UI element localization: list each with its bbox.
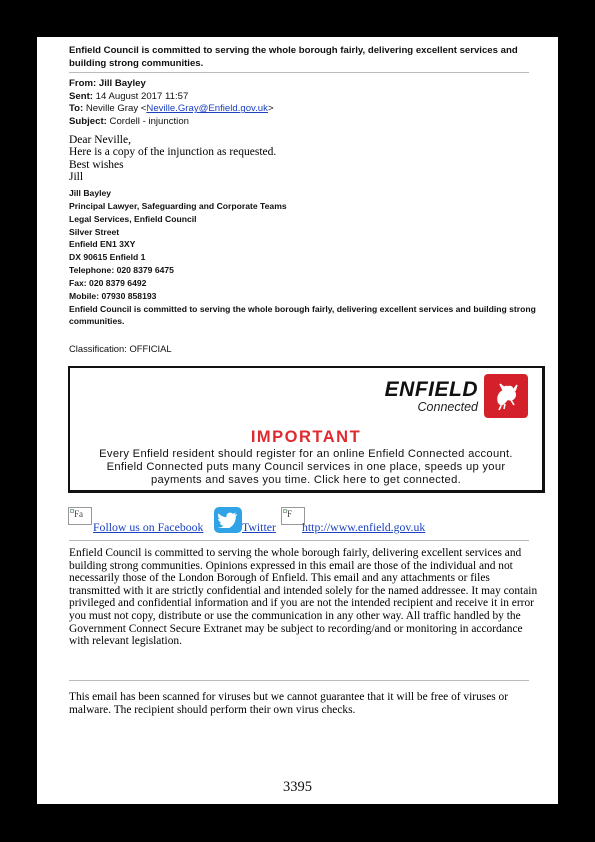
virus-notice: This email has been scanned for viruses but we cannot guarantee that it will be free of viruses or malware. The recipient should perform their own virus checks. [69, 691, 509, 716]
dragon-icon [489, 379, 523, 413]
twitter-link[interactable]: Twitter [242, 520, 276, 534]
website-link[interactable]: http://www.enfield.gov.uk [302, 520, 426, 534]
logo-wordmark: ENFIELD [384, 377, 478, 401]
document-page [37, 37, 558, 804]
subject-value: Cordell - injunction [109, 115, 189, 127]
from-line [69, 78, 274, 91]
body-line: Best wishes [69, 158, 124, 171]
disclaimer-divider-top [69, 540, 529, 541]
signature-dx: DX 90615 Enfield 1 [69, 252, 146, 263]
body-line: Dear Neville, [69, 134, 131, 146]
important-heading: IMPORTANT [250, 428, 362, 446]
signature-telephone: Telephone: 020 8379 6475 [69, 265, 174, 276]
to-email-link[interactable]: Neville.Gray@Enfield.gov.uk [146, 103, 268, 115]
from-label: From: [69, 78, 97, 89]
body-line: Here is a copy of the injunction as requested. [69, 146, 277, 159]
facebook-link[interactable]: Follow us on Facebook [93, 520, 204, 534]
to-line [69, 103, 274, 116]
signature-block [69, 187, 539, 327]
signature-mobile: Mobile: 07930 858193 [69, 290, 157, 301]
body-line: Jill [69, 171, 84, 184]
signature-title: Principal Lawyer, Safeguarding and Corporate Teams [69, 200, 287, 211]
classification-label: Classification: OFFICIAL [69, 343, 172, 354]
disclaimer-divider-bottom [69, 680, 529, 681]
signature-postcode: Enfield EN1 3XY [69, 239, 136, 250]
dragon-badge-icon [484, 374, 528, 418]
header-banner: Enfield Council is committed to serving the whole borough fairly, delivering excellent services and building strong communities. [69, 45, 518, 69]
facebook-broken-image-icon: Fa [68, 507, 92, 525]
social-links [68, 507, 548, 535]
promo-text: Every Enfield resident should register for an online Enfield Connected account. Enfield Connected puts many Council services in one place, speeds up your payments and saves you time. Click here to get connected. [99, 448, 513, 487]
signature-tagline: Enfield Council is committed to serving the whole borough fairly, delivering excellent services and building strong communities. [69, 303, 536, 326]
website-broken-image-icon: F [281, 507, 305, 525]
signature-fax: Fax: 020 8379 6492 [69, 277, 147, 288]
subject-line [69, 116, 274, 129]
sent-value: 14 August 2017 11:57 [95, 90, 189, 102]
legal-disclaimer: Enfield Council is committed to serving the whole borough fairly, delivering excellent services and building strong communities. Opinions expressed in this email are those of the individual and not necessarily those of the London Borough of Enfield. This email and any attachments or files transmitted with it are strictly confidential and intended solely for the named addressee. It may contain privileged and confidential information and if you are not the intended recipient and receive it in error you must not copy, distribute or use the communication in any other way. All traffic handled by the Government Connect Secure Extranet may be subject to recording/and or monitoring in accordance with relevant legislation. [69, 547, 538, 648]
signature-name: Jill Bayley [69, 188, 112, 198]
signature-department: Legal Services, Enfield Council [69, 213, 197, 224]
to-label: To: [69, 103, 84, 115]
signature-street: Silver Street [69, 226, 120, 237]
logo-subtitle: Connected [417, 399, 478, 414]
twitter-bird-icon[interactable] [214, 507, 242, 533]
subject-label: Subject: [69, 115, 107, 127]
sent-label: Sent: [69, 90, 93, 102]
to-name: Neville Gray < [85, 103, 147, 115]
email-body [69, 134, 276, 184]
page-number: 3395 [283, 779, 312, 795]
enfield-connected-banner[interactable] [68, 366, 545, 493]
email-metadata [69, 78, 274, 128]
enfield-connected-logo [385, 374, 528, 418]
from-value: Jill Bayley [98, 78, 146, 89]
sent-line [69, 91, 274, 104]
to-close: > [267, 103, 274, 115]
header-divider [69, 72, 529, 73]
